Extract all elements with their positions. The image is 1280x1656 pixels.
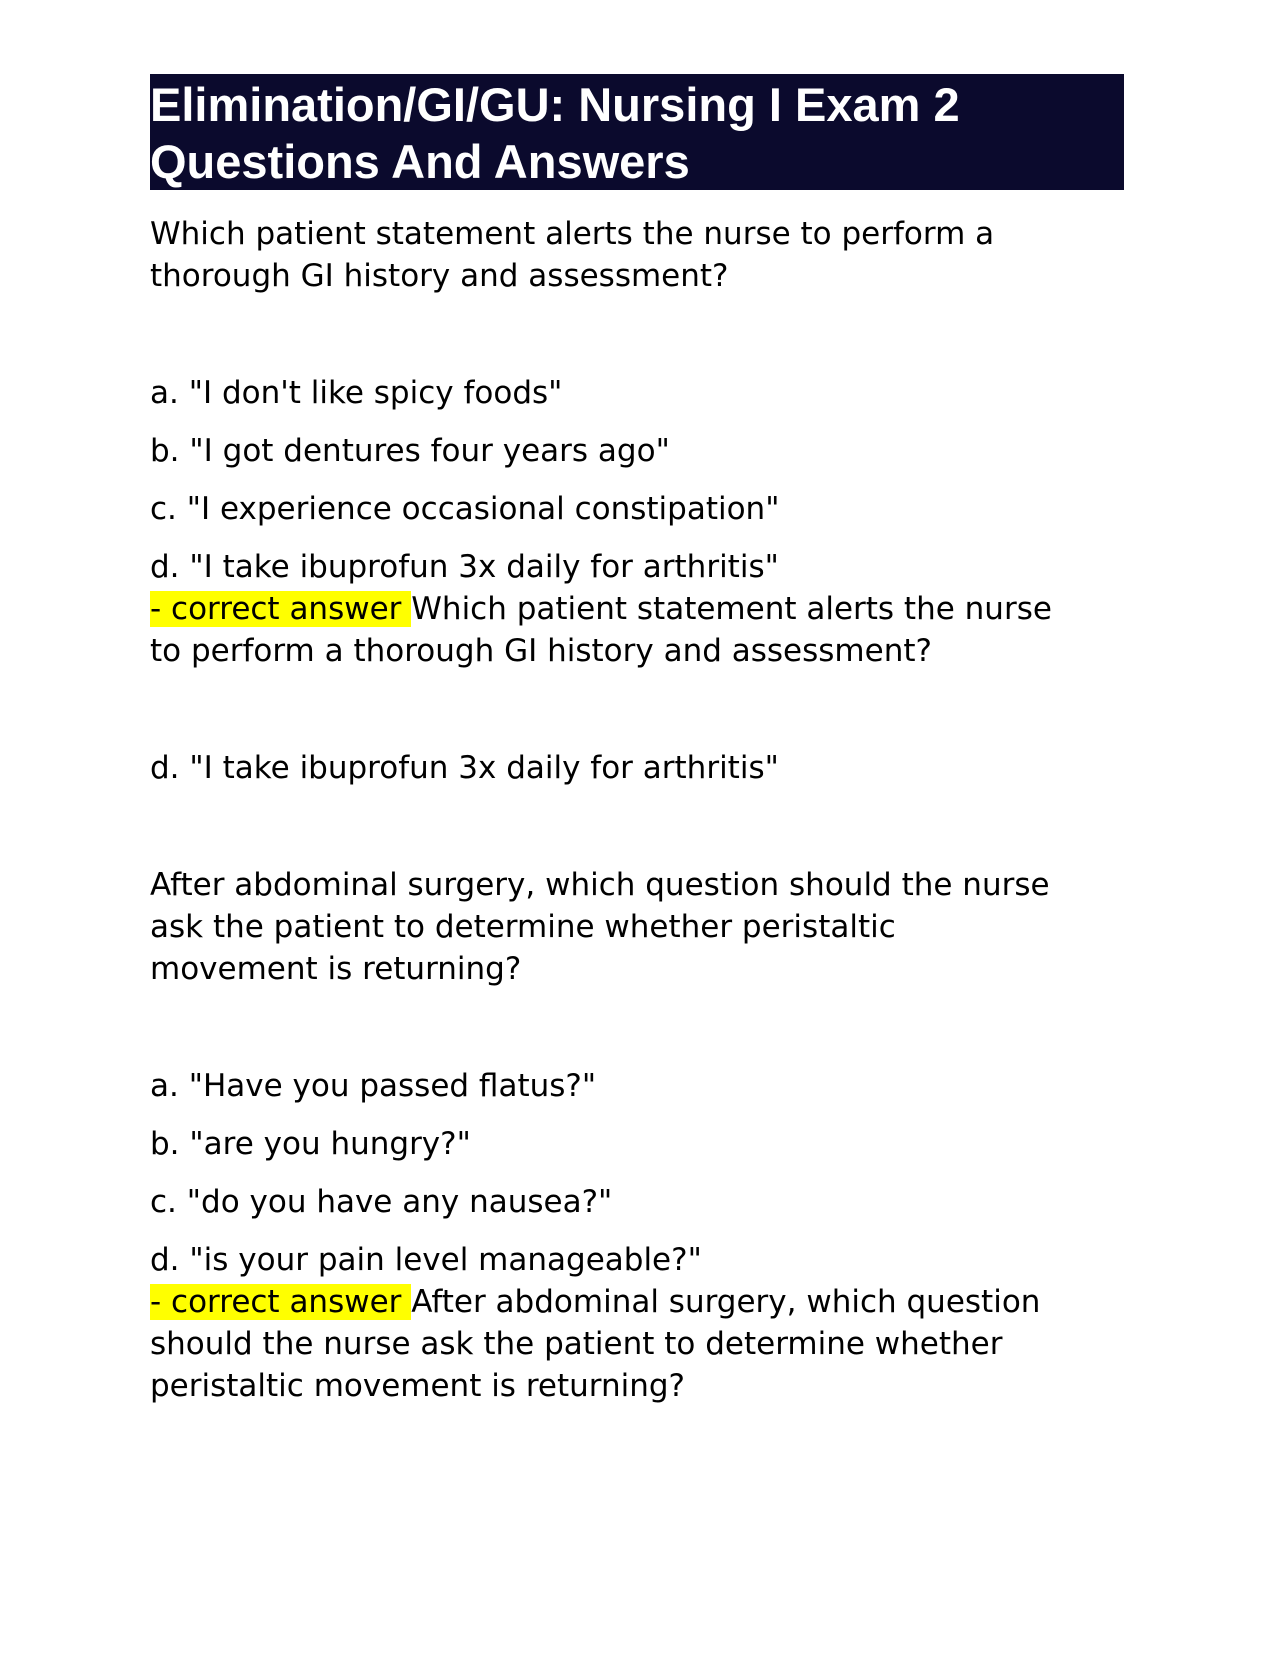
q2-option-c: c. "do you have any nausea?" — [150, 1184, 613, 1220]
q1-answer-text: Which patient statement alerts the nurse — [411, 591, 1052, 627]
q1-option-a: a. "I don't like spicy foods" — [150, 375, 563, 411]
q2-option-d: d. "is your pain level manageable?" — [150, 1242, 702, 1278]
q1-answer-line-1 — [150, 588, 1052, 630]
q1-option-c: c. "I experience occasional constipation" — [150, 491, 780, 527]
q2-option-a: a. "Have you passed flatus?" — [150, 1068, 597, 1104]
q2-answer-line-2: should the nurse ask the patient to determine whether — [150, 1326, 1003, 1362]
q2-question-line-1: After abdominal surgery, which question should the nurse — [150, 867, 1050, 903]
q1-answer-choice: d. "I take ibuprofun 3x daily for arthritis" — [150, 750, 779, 786]
title-line-1: Elimination/GI/GU: Nursing I Exam 2 — [150, 78, 960, 131]
q1-option-b: b. "I got dentures four years ago" — [150, 433, 670, 469]
document-title — [150, 76, 1124, 190]
q2-answer-line-1 — [150, 1281, 1040, 1323]
q2-correct-answer-marker: - correct answer — [150, 1284, 412, 1320]
q2-question-line-2: ask the patient to determine whether peristaltic — [150, 909, 896, 945]
q2-answer-line-3: peristaltic movement is returning? — [150, 1368, 685, 1404]
q1-correct-answer-marker: - correct answer — [150, 591, 412, 627]
q1-answer-line-2: to perform a thorough GI history and assessment? — [150, 633, 932, 669]
title-line-2: Questions And Answers — [150, 135, 690, 188]
q2-option-b: b. "are you hungry?" — [150, 1126, 471, 1162]
q2-question-line-3: movement is returning? — [150, 951, 522, 987]
q1-question-line-1: Which patient statement alerts the nurse to perform a — [150, 216, 995, 252]
q1-option-d: d. "I take ibuprofun 3x daily for arthritis" — [150, 549, 779, 585]
q2-answer-text: After abdominal surgery, which question — [411, 1284, 1041, 1320]
q1-question-line-2: thorough GI history and assessment? — [150, 258, 729, 294]
